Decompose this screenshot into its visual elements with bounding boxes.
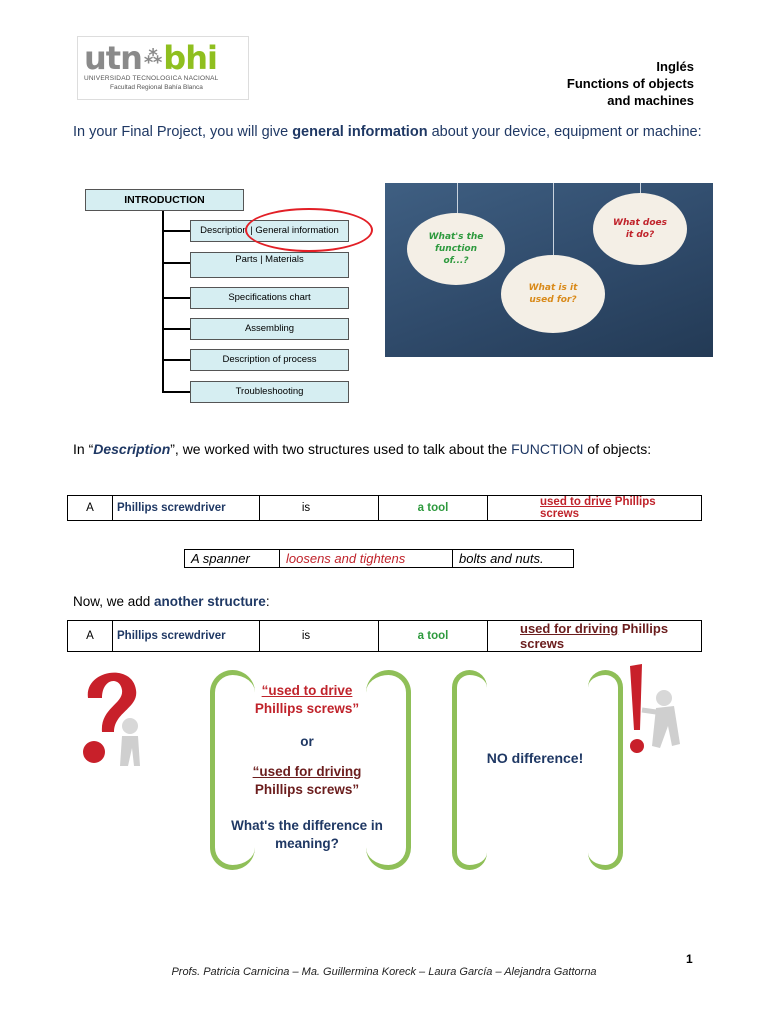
outline-item-process: Description of process [190, 349, 349, 371]
table-cell: is [260, 621, 379, 652]
table-cell: a tool [379, 621, 488, 652]
no-difference-text: NO difference! [486, 750, 584, 766]
speech-bubbles-image [385, 183, 713, 357]
outline-branch-line [162, 230, 190, 232]
table-cell: Phillips screwdriver [113, 621, 260, 652]
logo-mark: utn ⁂bhi [84, 39, 217, 77]
table-cell: A spanner [185, 550, 280, 568]
table-cell: used for driving Phillips screws [488, 621, 702, 652]
table-row [68, 496, 702, 521]
table-cell: bolts and nuts. [453, 550, 574, 568]
table-cell: Phillips screwdriver [113, 496, 260, 521]
outline-branch-line [162, 328, 190, 330]
outline-title-box: INTRODUCTION [85, 189, 244, 211]
outline-branch-line [162, 297, 190, 299]
outline-branch-line [162, 262, 190, 264]
exclamation-figure-icon [626, 660, 698, 760]
table-cell: is [260, 496, 379, 521]
outline-trunk-line [162, 211, 164, 392]
table-row [68, 621, 702, 652]
now-sentence: Now, we add another structure: [73, 594, 270, 609]
outline-item-parts: Parts | Materials [190, 252, 349, 278]
page-number: 1 [686, 952, 693, 966]
footer-authors: Profs. Patricia Carnicina – Ma. Guillermina Koreck – Laura García – Alejandra Gattorna [171, 966, 597, 978]
example-table-1 [67, 495, 702, 521]
hanging-string [553, 183, 554, 255]
highlight-circle [245, 208, 373, 252]
example-table-2 [67, 620, 702, 652]
spanner-example-table [184, 549, 574, 568]
outline-item-troubleshooting: Troubleshooting [190, 381, 349, 403]
logo-faculty-name: Facultad Regional Bahía Blanca [110, 84, 203, 91]
table-cell: A [68, 621, 113, 652]
table-cell: used to drive Phillips screws [488, 496, 702, 521]
outline-item-specifications: Specifications chart [190, 287, 349, 309]
outline-branch-line [162, 391, 190, 393]
table-cell: a tool [379, 496, 488, 521]
university-logo [77, 36, 249, 100]
left-bracket [452, 670, 487, 870]
document-header [567, 58, 694, 109]
intro-paragraph: In your Final Project, you will give general information about your device, equipment or machine: [73, 124, 702, 140]
comparison-text: “used to drive Phillips screws” or “used for driving Phillips screws” What's the difference in meaning? [231, 683, 383, 851]
bubble-what-does: What does it do? [593, 193, 687, 265]
outline-branch-line [162, 359, 190, 361]
bubble-used-for: What is it used for? [501, 255, 605, 333]
header-subject: Inglés [656, 59, 694, 74]
right-bracket [588, 670, 623, 870]
table-cell: A [68, 496, 113, 521]
logo-university-name: UNIVERSIDAD TECNOLOGICA NACIONAL [84, 75, 219, 82]
hanging-string [457, 183, 458, 215]
table-row [185, 550, 574, 568]
description-sentence: In “Description”, we worked with two structures used to talk about the FUNCTION of objects: [73, 441, 652, 457]
outline-item-description: Description | General information [190, 220, 349, 242]
outline-item-assembling: Assembling [190, 318, 349, 340]
bubble-function: What's the function of...? [407, 213, 505, 285]
question-mark-figure-icon [74, 660, 156, 780]
table-cell: loosens and tightens [280, 550, 453, 568]
header-topic-line1: Functions of objects [566, 76, 694, 91]
header-topic-line2: and machines [607, 93, 694, 108]
logo-separator-icon: ⁂ [143, 47, 162, 68]
